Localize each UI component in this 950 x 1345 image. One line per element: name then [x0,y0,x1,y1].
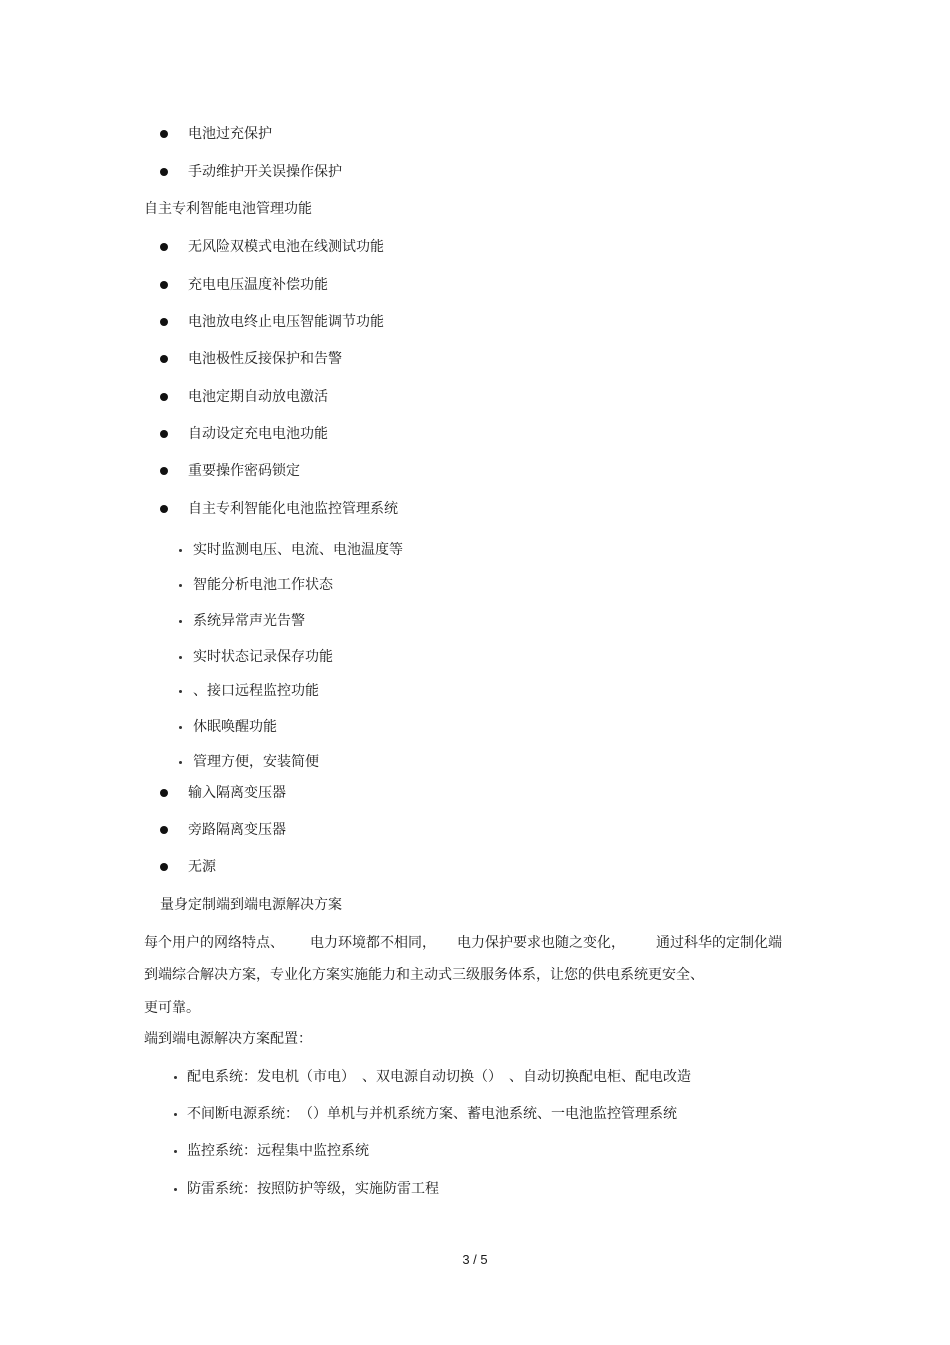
sub-list-item: 休眠唤醒功能 [193,719,277,735]
config-item: 防雷系统：按照防护等级，实施防雷工程 [187,1181,439,1197]
list-item: 重要操作密码锁定 [188,463,300,479]
bullet-icon [160,826,168,834]
paragraph-segment: 每个用户的网络特点、 [144,935,284,951]
sub-bullet-icon [179,690,182,693]
paragraph-line: 更可靠。 [144,1000,200,1016]
sub-list-item: 实时监测电压、电流、电池温度等 [193,542,403,558]
sub-bullet-icon [179,761,182,764]
list-item: 电池定期自动放电激活 [188,389,328,405]
sub-list-item: 智能分析电池工作状态 [193,577,333,593]
paragraph-segment: 电力环境都不相同， [310,935,436,951]
bullet-icon [160,130,168,138]
list-item: 充电电压温度补偿功能 [188,277,328,293]
bullet-icon [160,430,168,438]
list-item: 自主专利智能化电池监控管理系统 [188,501,398,517]
list-item: 电池放电终止电压智能调节功能 [188,314,384,330]
list-item: 无风险双模式电池在线测试功能 [188,239,384,255]
paragraph-segment: 电力保护要求也随之变化， [457,935,625,951]
list-item: 自动设定充电电池功能 [188,426,328,442]
sub-bullet-icon [174,1150,177,1153]
section-heading: 量身定制端到端电源解决方案 [160,897,342,913]
sub-bullet-icon [179,726,182,729]
bullet-icon [160,243,168,251]
sub-bullet-icon [179,549,182,552]
config-item: 配电系统：发电机（市电） 、双电源自动切换（） 、自动切换配电柜、配电改造 [187,1069,691,1085]
config-heading: 端到端电源解决方案配置： [144,1031,312,1047]
list-item: 电池极性反接保护和告警 [188,351,342,367]
sub-list-item: 、接口远程监控功能 [193,683,319,699]
list-item: 旁路隔离变压器 [188,822,286,838]
bullet-icon [160,505,168,513]
sub-bullet-icon [179,620,182,623]
list-item: 无源 [188,859,216,875]
sub-list-item: 实时状态记录保存功能 [193,649,333,665]
sub-list-item: 管理方便，安装简便 [193,754,319,770]
section-heading: 自主专利智能电池管理功能 [144,201,312,217]
config-item: 不间断电源系统： （）单机与并机系统方案、蓄电池系统、一电池监控管理系统 [187,1106,677,1122]
list-item: 输入隔离变压器 [188,785,286,801]
bullet-icon [160,393,168,401]
config-item: 监控系统：远程集中监控系统 [187,1143,369,1159]
sub-bullet-icon [174,1076,177,1079]
paragraph-segment: 通过科华的定制化端 [656,935,782,951]
bullet-icon [160,789,168,797]
paragraph-line: 到端综合解决方案，专业化方案实施能力和主动式三级服务体系，让您的供电系统更安全、 [144,967,704,983]
bullet-icon [160,281,168,289]
list-item: 手动维护开关误操作保护 [188,164,342,180]
sub-list-item: 系统异常声光告警 [193,613,305,629]
page-number: 3 / 5 [462,1252,488,1267]
bullet-icon [160,168,168,176]
bullet-icon [160,467,168,475]
sub-bullet-icon [179,584,182,587]
bullet-icon [160,318,168,326]
bullet-icon [160,863,168,871]
sub-bullet-icon [179,656,182,659]
sub-bullet-icon [174,1188,177,1191]
list-item: 电池过充保护 [188,126,272,142]
bullet-icon [160,355,168,363]
sub-bullet-icon [174,1113,177,1116]
